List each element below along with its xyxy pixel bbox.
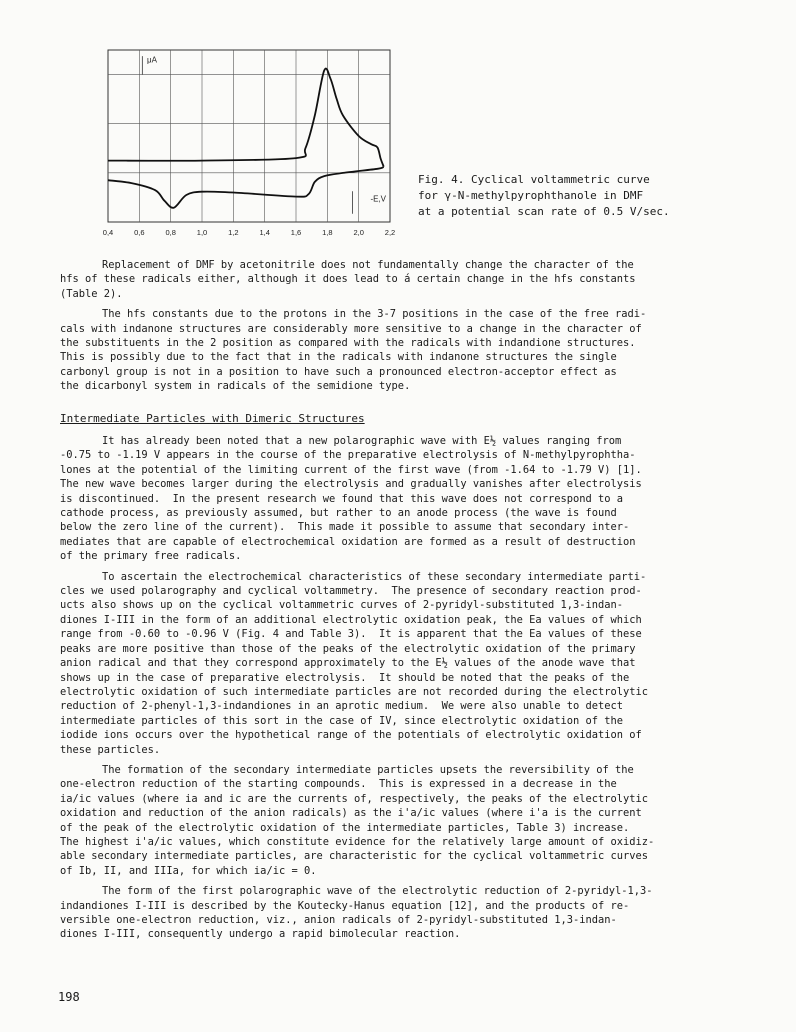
x-tick-label: 1,4 — [259, 228, 270, 237]
text-line: The hfs constants due to the protons in the 3-7 positions in the case of the free radi- — [102, 308, 647, 321]
text-line: Replacement of DMF by acetonitrile does not fundamentally change the character of the — [102, 259, 634, 271]
text-line: cathode process, as previously assumed, but rather to an anode process (the wave is found — [60, 507, 617, 520]
x-tick-label: 1,0 — [196, 228, 208, 237]
caption-line: at a potential scan rate of 0.5 V/sec. — [418, 205, 670, 218]
x-tick-label: 1,2 — [228, 228, 239, 237]
text-line: below the zero line of the current). This made it possible to assume that secondary inter- — [60, 521, 630, 534]
x-tick-label: 0,6 — [134, 228, 145, 237]
y-axis-label: μA — [147, 55, 157, 65]
text-line: oxidation and reduction of the anion radicals) as the i'a/ic values (where i'a is the current — [60, 807, 642, 820]
text-line: (Table 2). — [60, 287, 123, 300]
text-line: To ascertain the electrochemical characteristics of these secondary intermediate parti- — [102, 570, 647, 583]
paragraph — [60, 307, 760, 393]
text-line: anion radical and that they correspond approximately to the E½ values of the anode wave that — [60, 657, 636, 670]
text-line: diones I-III, consequently undergo a rapid bimolecular reaction. — [60, 928, 461, 941]
x-tick-label: 0,4 — [102, 228, 114, 237]
paragraph — [60, 570, 760, 757]
text-line: cles we used polarography and cyclical voltammetry. The presence of secondary reaction prod- — [60, 585, 642, 598]
paragraph — [60, 763, 760, 878]
section-heading: Intermediate Particles with Dimeric Structures — [60, 412, 365, 425]
paragraph — [60, 884, 760, 942]
text-line: is discontinued. In the present research we found that this wave does not correspond to a — [60, 492, 624, 505]
text-line: hfs of these radicals either, although it does lead to á certain change in the hfs constants — [60, 273, 636, 286]
text-line: range from -0.60 to -0.96 V (Fig. 4 and Table 3). It is apparent that the Ea values of these — [60, 628, 642, 641]
text-line: of Ib, II, and IIIa, for which ia/ic = 0. — [60, 864, 317, 877]
text-line: indandiones I-III is described by the Koutecky-Hanus equation [12], and the products of re- — [60, 899, 630, 912]
x-tick-label: 2,2 — [384, 228, 396, 237]
body-text-main — [60, 434, 760, 948]
voltammogram-chart — [100, 42, 400, 252]
text-line: lones at the potential of the limiting current of the first wave (from -1.64 to -1.79 V) [1]. — [60, 463, 642, 476]
text-line: ucts also shows up on the cyclical voltammetric curves of 2-pyridyl-substituted 1,3-indan- — [60, 599, 624, 612]
x-tick-label: 1,6 — [290, 228, 302, 237]
text-line: intermediate particles of this sort in the case of IV, since electrolytic oxidation of the — [60, 714, 624, 727]
text-line: diones I-III in the form of an additional electrolytic oxidation peak, the Ea values of which — [60, 613, 642, 626]
caption-line: for γ-N-methylpyrophthanole in DMF — [418, 189, 644, 202]
text-line: able secondary intermediate particles, are characteristic for the cyclical voltammetric curves — [60, 850, 649, 863]
paragraph — [60, 258, 760, 301]
text-line: mediates that are capable of electrochemical oxidation are formed as a result of destruction — [60, 535, 636, 548]
plot-frame — [108, 50, 390, 222]
cv-curve-forward — [108, 68, 384, 166]
voltammogram-figure — [100, 42, 400, 252]
text-line: It has already been noted that a new polarographic wave with E½ values ranging from — [102, 435, 622, 447]
text-line: of the primary free radicals. — [60, 550, 242, 563]
body-text-top — [60, 258, 760, 394]
figure-caption — [418, 172, 718, 220]
paragraph — [60, 434, 760, 564]
text-line: The form of the first polarographic wave of the electrolytic reduction of 2-pyridyl-1,3- — [102, 885, 653, 898]
text-line: iodide ions occurs over the hypothetical range of the potentials of electrolytic oxidation of — [60, 729, 642, 742]
text-line: these particles. — [60, 743, 161, 756]
text-line: reduction of 2-phenyl-1,3-indandiones in an aprotic medium. We were also unable to detect — [60, 700, 624, 713]
x-tick-label: 1,8 — [322, 228, 333, 237]
caption-line: Fig. 4. Cyclical voltammetric curve — [418, 173, 650, 186]
text-line: versible one-electron reduction, viz., anion radicals of 2-pyridyl-substituted 1,3-indan- — [60, 914, 617, 926]
text-line: -0.75 to -1.19 V appears in the course of the preparative electrolysis of N-methylpyrophtha- — [60, 449, 636, 462]
text-line: shows up in the case of preparative electrolysis. It should be noted that the peaks of the — [60, 671, 630, 684]
text-line: electrolytic oxidation of such intermediate particles are not recorded during the electrolytic — [60, 685, 649, 698]
text-line: the substituents in the 2 position as compared with the radicals with indandione structures. — [60, 337, 636, 350]
x-tick-label: 0,8 — [165, 228, 176, 237]
text-line: carbonyl group is not in a position to have such a pronounced electron-acceptor effect as — [60, 365, 617, 378]
x-axis-label: -E,V — [370, 194, 386, 204]
page-number: 198 — [58, 990, 80, 1004]
text-line: one-electron reduction of the starting compounds. This is expressed in a decrease in the — [60, 778, 617, 791]
x-tick-label: 2,0 — [353, 228, 364, 237]
text-line: This is possibly due to the fact that in the radicals with indanone structures the single — [60, 351, 617, 364]
text-line: The highest i'a/ic values, which constitute evidence for the relatively large amount of oxidiz- — [60, 835, 655, 848]
text-line: ia/ic values (where ia and ic are the currents of, respectively, the peaks of the electrolytic — [60, 792, 649, 805]
text-line: of the peak of the electrolytic oxidation of the intermediate particles, Table 3) increase. — [60, 821, 630, 834]
text-line: the dicarbonyl system in radicals of the semidione type. — [60, 380, 411, 393]
text-line: peaks are more positive than those of the peaks of the electrolytic oxidation of the primary — [60, 642, 636, 655]
text-line: The formation of the secondary intermediate particles upsets the reversibility of the — [102, 763, 634, 776]
text-line: cals with indanone structures are considerably more sensitive to a change in the character of — [60, 322, 642, 335]
text-line: The new wave becomes larger during the electrolysis and gradually vanishes after electrolysis — [60, 478, 642, 491]
